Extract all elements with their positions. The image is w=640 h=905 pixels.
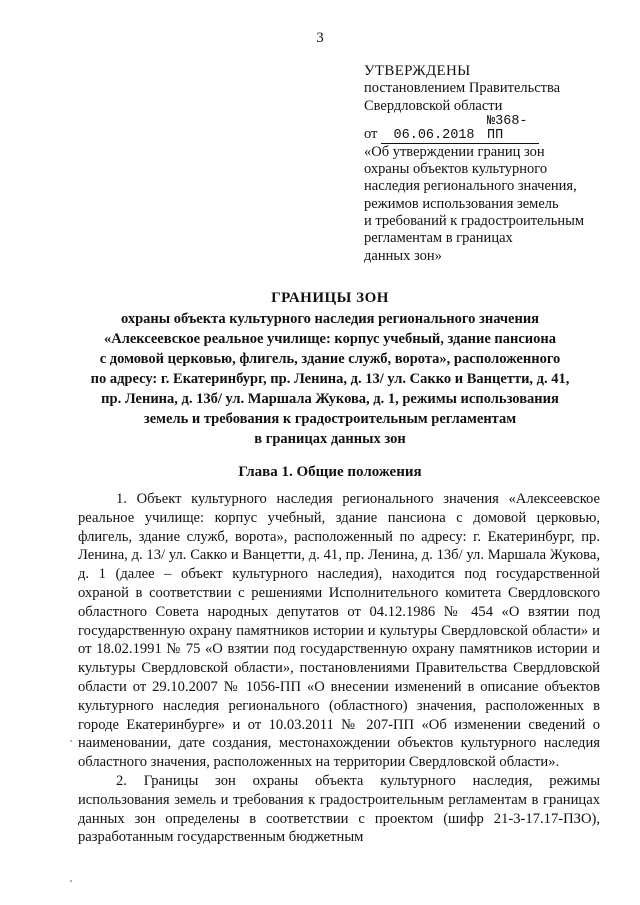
page-number: 3	[316, 30, 324, 46]
paragraph: 1. Объект культурного наследия регионального значения «Алексеевское реальное училище: корпус учебный, здание пансиона с домовой церковью, флигель, здание служб, ворота», расположенный по адресу: г. Екатеринбург, пр. Ленина, д. 13/ ул. Сакко и Ванцетти, д. 41, пр. Ленина, д. 13б/ ул. Маршала Жукова, д. 1 (далее – объект культурного наследия), находится под государственной охраной в соответствии с решениями Исполнительного комитета Свердловского областного Совета народных депутатов от 04.12.1986 № 454 «О взятии под государственную охрану памятников истории и культуры Свердловской области» и от 18.02.1991 № 75 «О взятии под государственную охрану памятников истории и культуры Свердловской области», постановлениями Правительства Свердловской области от 29.10.2007 № 1056-ПП «О внесении изменений в описание объектов культурного наследия регионального (областного) значения, расположенных в городе Екатеринбурге» и от 10.03.2011 № 207-ПП «Об изменении сведений о наименовании, дате создания, местонахождении объектов культурного наследия областного значения, расположенных на территории Свердловской области».	[78, 491, 600, 771]
title-main: ГРАНИЦЫ ЗОН	[271, 290, 389, 306]
approval-date: 06.06.2018	[381, 129, 487, 144]
scan-speck	[70, 880, 72, 882]
title-line: земель и требования к градостроительным регламентам	[143, 411, 517, 427]
approval-line: Свердловской области	[364, 97, 503, 114]
scan-speck	[70, 740, 72, 742]
title-line: «Алексеевское реальное училище: корпус учебный, здание пансиона	[103, 331, 557, 347]
approval-subject-line: и требований к градостроительным	[364, 213, 585, 230]
paragraph: 2. Границы зон охраны объекта культурного наследия, режимы использования земель и требования к градостроительным регламентам в границах данных зон определены в соответствии с проектом (шифр 21-3-17.17-ПЗО), разработанным государственным бюджетным	[78, 772, 600, 846]
title-line: с домовой церковью, флигель, здание служб, ворота», расположенного	[99, 351, 561, 367]
approval-heading: УТВЕРЖДЕНЫ	[364, 63, 471, 79]
approval-date-line	[364, 115, 624, 144]
body-text	[78, 490, 600, 847]
chapter-heading: Глава 1. Общие положения	[238, 464, 422, 480]
title-line: по адресу: г. Екатеринбург, пр. Ленина, д. 13/ ул. Сакко и Ванцетти, д. 41,	[90, 371, 570, 387]
approval-subject-line: «Об утверждении границ зон	[364, 143, 545, 160]
title-line: в границах данных зон	[254, 431, 406, 447]
approval-subject-line: режимов использования земель	[364, 195, 559, 212]
approval-subject-line: регламентам в границах	[364, 230, 513, 247]
approval-number: №368-ПП	[487, 115, 539, 144]
approval-subject-line: наследия регионального значения,	[364, 178, 577, 195]
document-title	[60, 288, 600, 449]
date-prefix: от	[364, 125, 378, 142]
approval-subject-line: охраны объектов культурного	[364, 161, 548, 178]
approval-stamp	[364, 63, 624, 265]
title-line: пр. Ленина, д. 13б/ ул. Маршала Жукова, д. 1, режимы использования	[101, 391, 559, 407]
title-line: охраны объекта культурного наследия регионального значения	[120, 311, 540, 327]
approval-line: постановлением Правительства	[364, 80, 561, 97]
approval-subject-line: данных зон»	[364, 247, 442, 264]
